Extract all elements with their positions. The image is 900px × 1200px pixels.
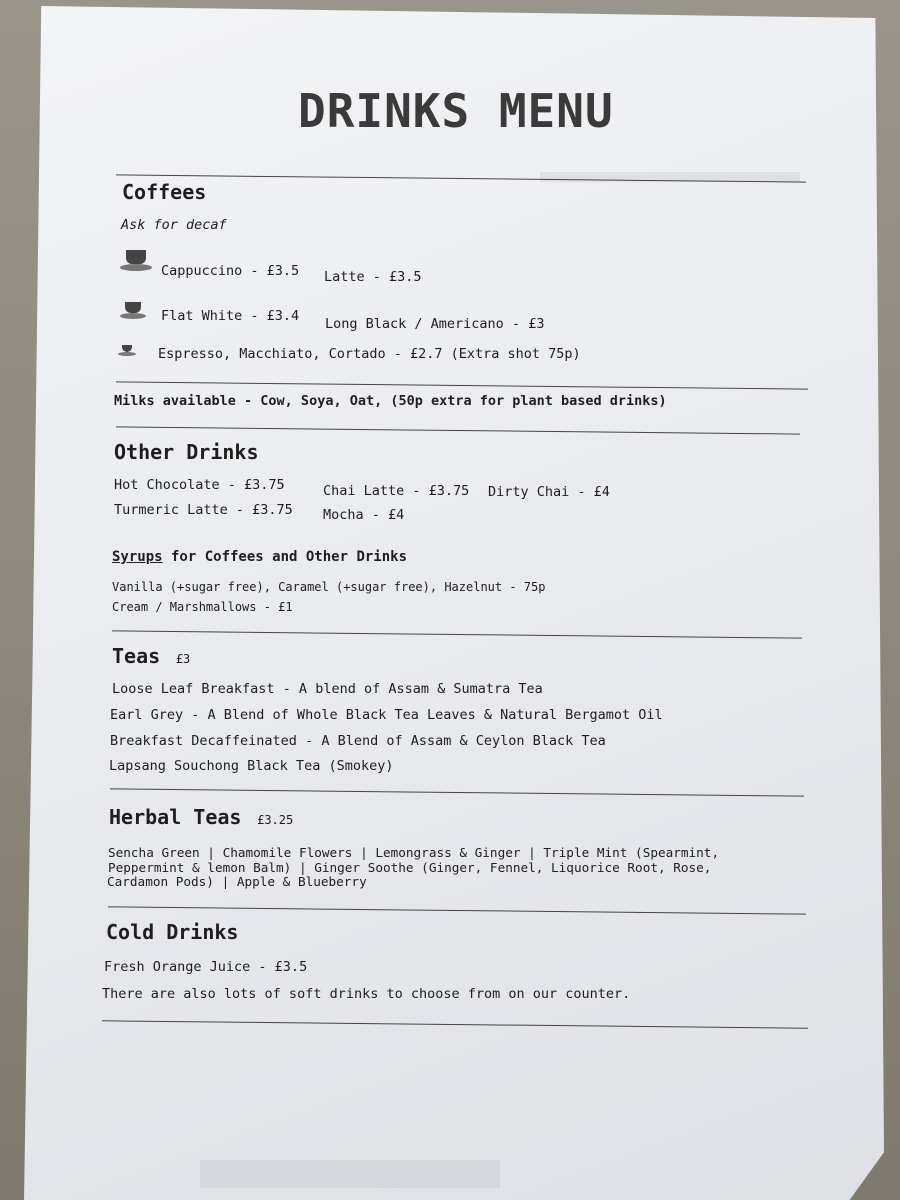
bleed-through-texture	[200, 1160, 500, 1188]
herbal-tea-line: Sencha Green | Chamomile Flowers | Lemongrass & Ginger | Triple Mint (Spearmint,	[108, 845, 720, 860]
herbal-teas-price: £3.25	[257, 813, 294, 827]
teas-price: £3	[175, 652, 191, 666]
coffee-cup-icon	[120, 300, 146, 320]
section-heading-other-drinks: Other Drinks	[114, 440, 259, 464]
syrups-heading-rest: for Coffees and Other Drinks	[162, 549, 408, 565]
milks-available: Milks available - Cow, Soya, Oat, (50p extra for plant based drinks)	[114, 393, 667, 409]
section-heading-syrups	[112, 549, 407, 565]
section-heading-coffees: Coffees	[122, 180, 207, 204]
decaf-note: Ask for decaf	[121, 217, 227, 233]
section-heading-teas	[112, 644, 190, 668]
herbal-tea-line: Peppermint & lemon Balm) | Ginger Soothe (Ginger, Fennel, Liquorice Root, Rose,	[108, 860, 712, 875]
menu-item-chai-latte: Chai Latte - £3.75	[323, 483, 470, 499]
section-heading-cold-drinks: Cold Drinks	[106, 920, 239, 944]
menu-item-turmeric-latte: Turmeric Latte - £3.75	[114, 502, 293, 518]
menu-item-long-black: Long Black / Americano - £3	[325, 316, 545, 332]
section-heading-herbal-teas	[109, 805, 293, 829]
tea-item: Breakfast Decaffeinated - A Blend of Assam & Ceylon Black Tea	[110, 733, 606, 749]
herbal-teas-heading: Herbal Teas	[109, 805, 242, 829]
syrups-label: Syrups	[112, 549, 163, 565]
menu-item-latte: Latte - £3.5	[324, 269, 422, 285]
tea-item: Earl Grey - A Blend of Whole Black Tea Leaves & Natural Bergamot Oil	[110, 707, 663, 723]
tea-item: Loose Leaf Breakfast - A blend of Assam & Sumatra Tea	[112, 681, 543, 697]
coffee-cup-icon	[120, 248, 152, 272]
herbal-tea-line: Cardamon Pods) | Apple & Blueberry	[107, 874, 367, 889]
menu-item-espresso: Espresso, Macchiato, Cortado - £2.7 (Extra shot 75p)	[158, 346, 581, 362]
menu-item-cappuccino: Cappuccino - £3.5	[161, 263, 300, 279]
tea-item: Lapsang Souchong Black Tea (Smokey)	[109, 758, 394, 774]
soft-drinks-note: There are also lots of soft drinks to choose from on our counter.	[102, 986, 631, 1002]
menu-item-mocha: Mocha - £4	[323, 507, 405, 523]
espresso-cup-icon	[118, 344, 136, 356]
syrups-cream-marshmallows: Cream / Marshmallows - £1	[112, 600, 293, 614]
menu-item-orange-juice: Fresh Orange Juice - £3.5	[104, 959, 308, 975]
teas-heading: Teas	[112, 644, 161, 668]
menu-item-hot-chocolate: Hot Chocolate - £3.75	[114, 477, 285, 493]
menu-item-dirty-chai: Dirty Chai - £4	[488, 484, 610, 500]
menu-item-flat-white: Flat White - £3.4	[161, 308, 300, 324]
page-title: DRINKS MENU	[298, 84, 614, 138]
syrups-flavours: Vanilla (+sugar free), Caramel (+sugar free), Hazelnut - 75p	[112, 580, 546, 594]
